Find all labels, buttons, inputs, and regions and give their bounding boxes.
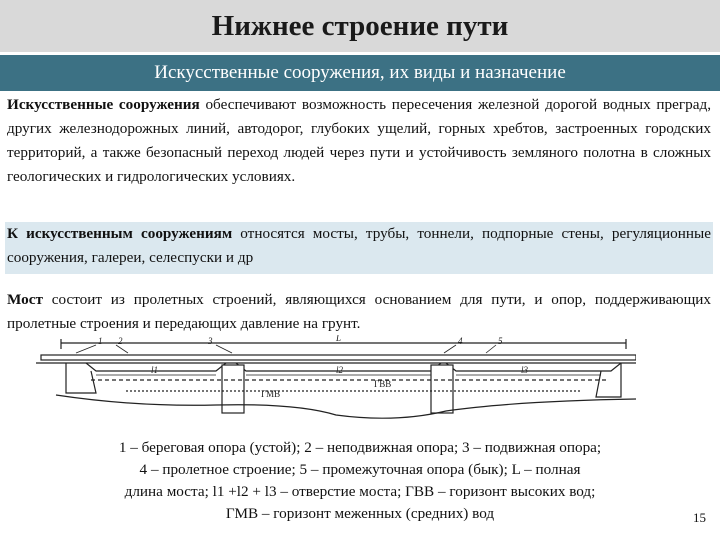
caption-line-4: ГМВ – горизонт меженных (средних) вод [225,505,495,522]
span-3 [446,363,621,371]
abutment-right [596,363,621,397]
paragraph-bridge [7,288,711,336]
pier-1 [222,365,244,413]
slide-title: Нижнее строение пути [211,9,509,42]
paragraph-bridge-term: Мост [7,291,43,308]
paragraph-types-term: К искусственным сооружениям [7,225,233,242]
caption-line-3: длина моста; l1 +l2 + l3 – отверстие моста; ГВВ – горизонт высоких вод; [124,483,596,500]
paragraph-definition [7,93,711,189]
caption-line-2: 4 – пролетное строение; 5 – промежуточная опора (бык); L – полная [139,461,581,478]
title-bar [0,0,720,52]
deck [41,355,636,360]
paragraph-types-text: относятся мосты, трубы, тоннели, подпорные стены, регуляционные сооружения, галереи, селеспуски и др [7,225,711,266]
label-2: 2 [118,336,123,346]
paragraph-definition-term: Искусственные сооружения [7,96,200,113]
label-l: L [336,335,342,343]
bridge-diagram [36,335,636,430]
label-3: 3 [208,336,213,346]
slide-subtitle: Искусственные сооружения, их виды и назначение [154,62,566,83]
riverbed [56,395,636,418]
page-number: 15 [693,510,706,525]
pier-2 [431,365,453,413]
paragraph-definition-text: обеспечивают возможность пересечения железной дорогой водных преград, других железнодорожных линий, автодорог, глубоких ущелий, горных хребтов, застроенных городских территорий, а также безопасный переход людей через пути и устойчивость земляного полотна в сложных геологических и гидрологических условиях. [7,96,711,185]
paragraph-bridge-text: состоит из пролетных строений, являющихся основанием для пути, и опор, поддерживающих пролетные строения и передающих давление на грунт. [7,291,711,332]
label-gvv: ГВВ [374,379,392,389]
label-4: 4 [458,336,463,346]
label-1: 1 [98,336,103,346]
paragraph-types [5,222,713,274]
label-gmv: ГМВ [261,389,281,399]
subtitle-bar [0,55,720,91]
label-l2: l2 [336,365,344,375]
label-l1: l1 [151,365,159,375]
diagram-caption [40,437,680,525]
caption-line-1: 1 – береговая опора (устой); 2 – неподвижная опора; 3 – подвижная опора; [118,439,602,456]
label-l3: l3 [521,365,529,375]
label-5: 5 [498,336,503,346]
